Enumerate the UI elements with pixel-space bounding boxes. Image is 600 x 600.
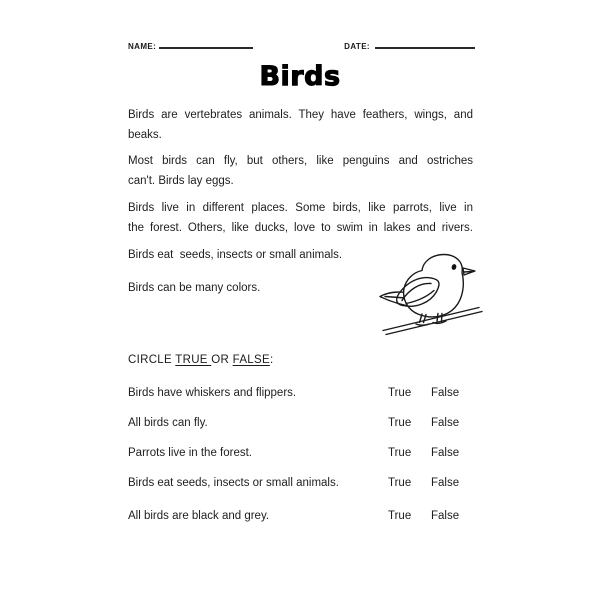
- bird-body: [404, 255, 464, 317]
- date-label: DATE:: [344, 42, 370, 51]
- quiz-heading-false-word: FALSE: [232, 354, 270, 366]
- paragraph-line: Birds eat seeds, insects or small animals.: [128, 249, 343, 261]
- header-row: [128, 36, 475, 51]
- paragraph-1: [128, 106, 473, 145]
- false-option[interactable]: False: [431, 477, 460, 489]
- bird-beak-line: [464, 272, 472, 273]
- quiz-row-4: [128, 474, 473, 494]
- quiz-row-2: [128, 414, 473, 434]
- true-option[interactable]: True: [388, 447, 412, 459]
- quiz-heading-true-word: TRUE: [175, 354, 212, 366]
- bird-icon: [376, 251, 486, 337]
- quiz-row-1: [128, 384, 473, 404]
- true-option[interactable]: True: [388, 477, 412, 489]
- true-option[interactable]: True: [388, 417, 412, 429]
- quiz-statement: Birds eat seeds, insects or small animals.: [128, 477, 339, 489]
- quiz-statement: Birds have whiskers and flippers.: [128, 387, 297, 399]
- bird-leg: [437, 314, 438, 322]
- true-option[interactable]: True: [388, 510, 412, 522]
- bird-illustration: [376, 251, 486, 337]
- paragraph-line: the forest. Others, like ducks, love to swim in lakes and rivers.: [128, 221, 473, 234]
- paragraph-line: Birds live in different places. Some birds, like parrots, live in: [128, 202, 473, 214]
- quiz-heading-prefix: CIRCLE: [128, 354, 176, 366]
- quiz-row-3: [128, 444, 473, 464]
- paragraph-2: [128, 152, 473, 191]
- paragraph-line: Most birds can fly, but others, like penguins and ostriches: [128, 155, 473, 167]
- paragraph-line: Birds can be many colors.: [128, 282, 261, 294]
- quiz-heading-colon: :: [269, 354, 274, 366]
- paragraph-3: [128, 199, 473, 238]
- false-option[interactable]: False: [431, 510, 460, 522]
- paragraph-line: Birds are vertebrates animals. They have feathers, wings, and: [128, 109, 473, 121]
- false-option[interactable]: False: [431, 387, 460, 399]
- quiz-statement: All birds can fly.: [128, 417, 208, 429]
- name-label: NAME:: [128, 42, 157, 51]
- quiz-row-5: [128, 507, 473, 527]
- date-blank-line[interactable]: [375, 36, 475, 49]
- bird-foot: [416, 324, 429, 325]
- false-option[interactable]: False: [431, 417, 460, 429]
- paragraph-line: can't. Birds lay eggs.: [128, 174, 234, 187]
- date-field-group: [344, 36, 475, 51]
- page-title: Birds: [259, 61, 341, 92]
- paragraph-line: beaks.: [128, 128, 162, 141]
- quiz-heading: [128, 351, 473, 371]
- quiz-statement: Parrots live in the forest.: [128, 447, 252, 459]
- name-blank-line[interactable]: [159, 36, 253, 49]
- bird-leg: [442, 314, 443, 322]
- false-option[interactable]: False: [431, 447, 460, 459]
- true-option[interactable]: True: [388, 387, 412, 399]
- name-field-group: [128, 36, 253, 51]
- quiz-statement: All birds are black and grey.: [128, 510, 270, 522]
- quiz-heading-or-word: OR: [211, 354, 233, 366]
